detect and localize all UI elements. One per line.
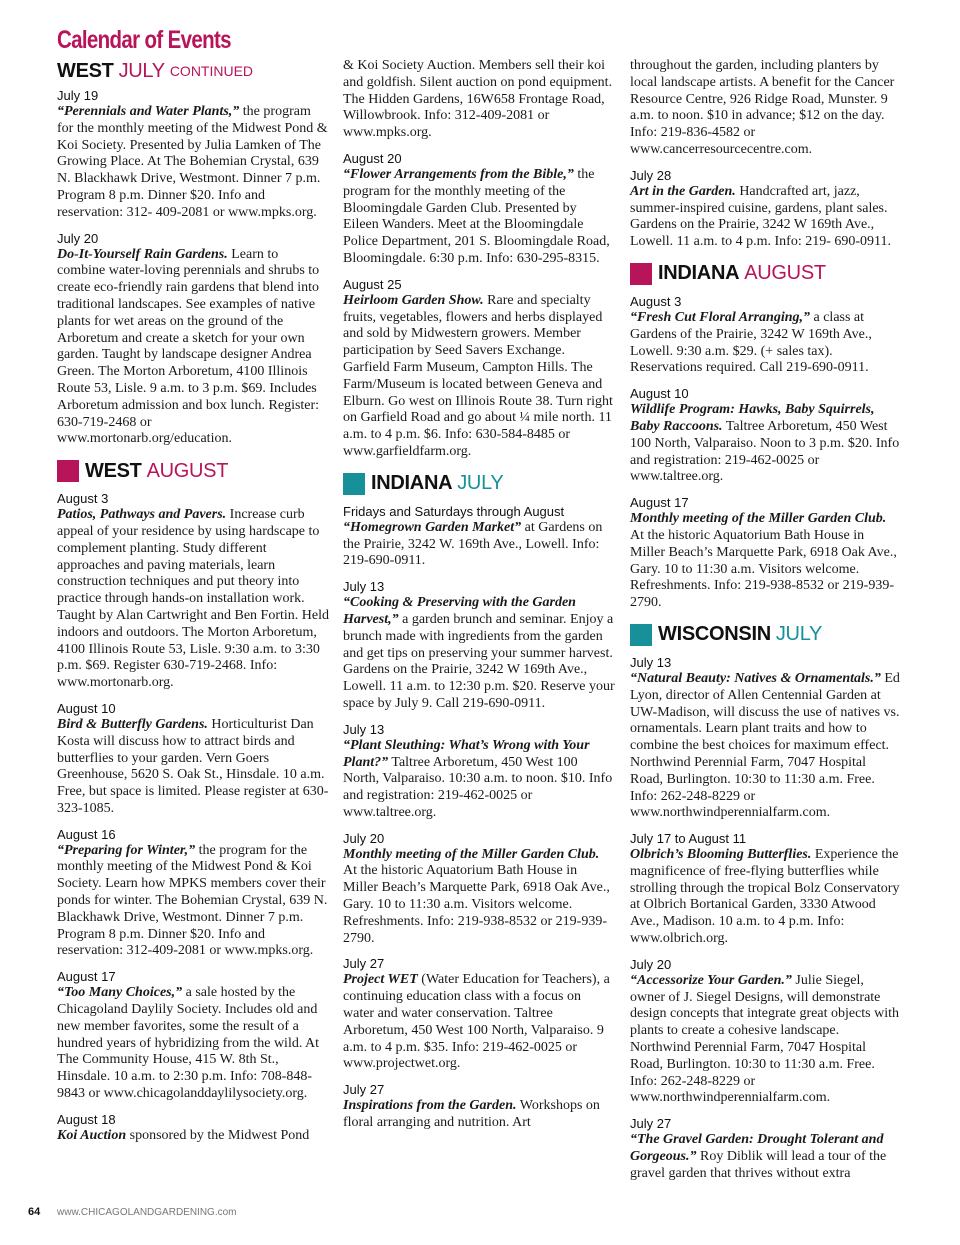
event-body: Julie Siegel, owner of J. Siegel Designs, will demonstrate design concepts that integrate great objects with plants to create a cohesive landscape. Northwind Perennial Farm, 7047 Hospital Road, Burlington. 10:30 to 11:30 a.m. Free. Info: 262-248-8229 or www.northwindperennialfarm.com. <box>630 972 900 1106</box>
event-item <box>630 1116 902 1182</box>
event-description <box>343 293 615 461</box>
event-item <box>630 495 902 612</box>
section-heading <box>57 58 329 84</box>
event-body: at Gardens on the Prairie, 3242 W. 169th Ave., Lowell. Info: 219-690-0911. <box>343 519 603 569</box>
event-item <box>57 491 329 692</box>
event-date: August 17 <box>57 969 116 985</box>
event-title: “Accessorize Your Garden.” <box>630 972 792 988</box>
event-body: Roy Diblik will lead a tour of the gravel garden that thrives without extra <box>630 1149 887 1181</box>
event-date: July 13 <box>343 579 385 595</box>
event-title: Koi Auction <box>57 1127 127 1143</box>
event-title: “The Gravel Garden: Drought Tolerant and Gorgeous.” <box>630 1132 884 1165</box>
event-title: “Fresh Cut Floral Arranging,” <box>630 309 810 325</box>
event-body: At the historic Aquatorium Bath House in Miller Beach’s Marquette Park, 6918 Oak Ave., Gary. 10 to 11:30 a.m. Visitors welcome. Refreshments. Info: 219-938-8532 or 219-939-2790. <box>343 863 610 946</box>
event-body: Increase curb appeal of your residence by using hardscape to complement planting. Study different approaches and paving materials, learn construction techniques and put theory into practice through hands-on installation work. Taught by Alan Cartwright and Ben Fortin. Held indoors and outdoors. The Morton Arboretum, 4100 Illinois Route 53, Lisle. 9:30 a.m. to 3:30 p.m. $69. Register 630-719-2468. Info: www.mortonarb.org. <box>57 507 329 691</box>
event-description <box>57 717 329 818</box>
event-description <box>630 402 902 486</box>
event-description <box>630 511 902 612</box>
event-date: August 20 <box>343 150 402 166</box>
event-body: sponsored by the Midwest Pond <box>129 1127 310 1143</box>
event-item <box>630 294 902 377</box>
event-body: the program for the monthly meeting of the Midwest Pond & Koi Society. Presented by Julia Lamken of The Growing Place. At The Bohemian Crystal, 639 N. Blackhawk Drive, Westmont. Dinner 7 p.m. Program 8 p.m. Dinner $20. Info and reservation: 312- 409-2081 or www.mpks.org. <box>57 104 328 220</box>
event-item <box>57 969 329 1103</box>
section-marker <box>630 263 652 285</box>
event-title: “Perennials and Water Plants,” <box>57 104 240 119</box>
event-title: Bird & Butterfly Gardens. <box>57 716 208 732</box>
event-date: July 20 <box>343 830 385 846</box>
event-date: Fridays and Saturdays through August <box>343 503 565 519</box>
event-description <box>57 843 329 961</box>
event-body: (Water Education for Teachers), a continuing education class with a focus on water and water conservation. Taltree Arboretum, 450 West 100 North, Valparaiso. 9 a.m. to 4 p.m. $35. Info: 219-462-0025 or www.projectwet.org. <box>343 972 610 1072</box>
event-date: August 10 <box>57 700 116 716</box>
event-item <box>343 58 615 142</box>
event-date: August 25 <box>343 276 402 292</box>
event-body: the program for the monthly meeting of the Bloomingdale Garden Club. Presented by Eileen Wanders. Meet at the Bloomingdale Police Department, 201 S. Bloomingdale Road, Bloomingdale. 6:30 p.m. Info: 630-295-8315. <box>343 166 610 266</box>
section-heading <box>57 457 329 485</box>
section-heading <box>343 470 615 498</box>
event-date: July 28 <box>630 167 672 183</box>
event-item <box>343 579 615 713</box>
event-body: Handcrafted art, jazz, summer-inspired cuisine, gardens, plant sales. Gardens on the Prairie, 3242 W 169th Ave., Lowell. 11 a.m. to 4 p.m. Info: 219- 690-0911. <box>630 183 892 250</box>
event-description <box>57 247 329 449</box>
event-description <box>630 58 902 159</box>
event-item <box>343 956 615 1073</box>
event-body: At the historic Aquatorium Bath House in Miller Beach’s Marquette Park, 6918 Oak Ave., Gary. 10 to 11:30 a.m. Visitors welcome. Refreshments. Info: 219-938-8532 or 219-939-2790. <box>630 527 897 611</box>
event-description <box>343 972 615 1073</box>
event-title: Monthly meeting of the Miller Garden Club. <box>630 511 887 527</box>
event-item <box>630 168 902 251</box>
event-item <box>630 957 902 1107</box>
event-description <box>343 738 615 822</box>
column-1 <box>57 58 329 1154</box>
section-month: AUGUST <box>146 459 229 482</box>
section-region: WEST <box>57 59 114 82</box>
event-title: “Natural Beauty: Natives & Ornamentals.” <box>630 670 881 686</box>
event-title: Do-It-Yourself Rain Gardens. <box>57 246 228 262</box>
section-region: WISCONSIN <box>658 623 771 646</box>
event-title: “Too Many Choices,” <box>57 985 183 1001</box>
event-item <box>57 701 329 818</box>
event-date: July 17 to August 11 <box>630 831 747 847</box>
event-item <box>343 831 615 948</box>
footer-url: www.CHICAGOLANDGARDENING.com <box>57 1207 237 1218</box>
event-date: July 20 <box>57 230 99 246</box>
event-description <box>57 985 329 1103</box>
section-region: WEST <box>85 459 142 482</box>
event-item <box>630 655 902 822</box>
event-date: August 3 <box>57 491 109 507</box>
event-date: August 18 <box>57 1111 116 1127</box>
event-item <box>343 504 615 570</box>
event-body: Rare and specialty fruits, vegetables, flowers and herbs displayed and sold by Midwestern growers. Member participation by Seed Savers Exchange. Garfield Farm Museum, Campton Hills. The Farm/Museum is located between Geneva and Elburn. Go west on Illinois Route 38. Turn right on Garfield Road and go about ¼ mile north. 11 a.m. to 4 p.m. $6. Info: 630-584-8485 or www.garfieldfarm.org. <box>343 292 613 459</box>
event-item <box>343 722 615 822</box>
section-month: JULY <box>775 623 823 646</box>
event-description <box>630 847 902 948</box>
event-title: Inspirations from the Garden. <box>343 1098 517 1114</box>
event-body: the program for the monthly meeting of the Midwest Pond & Koi Society. Learn how MPKS members cover their ponds for winter. The Bohemian Crystal, 639 N. Blackhawk Drive, Westmont. Dinner 7 p.m. Program 8 p.m. Dinner $20. Info and reservation: 312-409-2081 or www.mpks.org. <box>57 842 328 959</box>
page-footer <box>28 1206 237 1218</box>
event-body: Learn to combine water-loving perennials and shrubs to create eco-friendly rain gardens that blend into traditional landscapes. See examples of native plants for wet areas on the ground of the Arboretum and create a sketch for your own garden. Taught by landscape designer Andrea Green. The Morton Arboretum, 4100 Illinois Route 53, Lisle. 9 a.m. to 3 p.m. $69. Includes Arboretum admission and box lunch. Register: 630-719-2468 or www.mortonarb.org/education. <box>57 246 320 447</box>
event-body: Taltree Arboretum, 450 West 100 North, Valparaiso. 10:30 a.m. to noon. $10. Info and registration: 219-462-0025 or www.taltree.org. <box>343 754 613 820</box>
event-description <box>57 507 329 692</box>
section-month: AUGUST <box>744 262 826 285</box>
event-description <box>630 184 902 251</box>
event-description <box>343 58 615 142</box>
event-item <box>343 151 615 268</box>
event-title: “Flower Arrangements from the Bible,” <box>343 166 574 182</box>
event-item <box>343 277 615 461</box>
section-marker <box>630 624 652 646</box>
event-date: July 27 <box>343 956 385 972</box>
section-marker <box>343 473 365 495</box>
event-body: throughout the garden, including planters by local landscape artists. A benefit for the Cancer Resource Centre, 926 Ridge Road, Munster. 9 a.m. to noon. $10 in advance; $12 on the day. Info: 219-836-4582 or www.cancerresourcecentre.com. <box>630 58 895 157</box>
event-item <box>57 827 329 961</box>
event-body: Taltree Arboretum, 450 West 100 North, Valparaiso. Noon to 3 p.m. $20. Info and registration: 219-462-0025 or www.taltree.org. <box>630 418 900 485</box>
event-date: July 20 <box>630 956 672 972</box>
event-item <box>630 58 902 159</box>
event-date: July 19 <box>57 88 99 103</box>
event-title: “Cooking & Preserving with the Garden Harvest,” <box>343 595 576 627</box>
column-3 <box>630 58 902 1192</box>
event-title: “Plant Sleuthing: What’s Wrong with Your Plant?” <box>343 737 590 770</box>
event-description <box>343 1098 615 1132</box>
section-month: JULY <box>118 59 165 82</box>
event-body: a garden brunch and seminar. Enjoy a brunch made with ingredients from the garden and get tips on preserving your summer harvest. Gardens on the Prairie, 3242 W 169th Ave., Lowell. 11 a.m. to 12:30 p.m. $20. Reserve your space by July 9. Call 219-690-0911. <box>343 611 615 711</box>
event-date: August 10 <box>630 386 689 402</box>
event-description <box>343 167 615 268</box>
event-title: “Preparing for Winter,” <box>57 842 196 858</box>
section-region: INDIANA <box>371 472 453 495</box>
section-marker <box>57 460 79 482</box>
event-date: July 27 <box>343 1082 385 1098</box>
event-description <box>630 1132 902 1182</box>
event-description <box>630 671 902 822</box>
event-body: Workshops on floral arranging and nutrition. Art <box>343 1098 600 1131</box>
page-title: Calendar of Events <box>57 26 231 54</box>
event-item <box>57 231 329 449</box>
event-date: July 13 <box>343 721 385 737</box>
event-description <box>343 847 615 948</box>
event-title: Heirloom Garden Show. <box>343 292 484 308</box>
event-body: Ed Lyon, director of Allen Centennial Garden at UW-Madison, will discuss the use of natives vs. ornamentals. Learn plant traits and how to combine the best choices for maximum effect. Northwind Perennial Farm, 7047 Hospital Road, Burlington. 10:30 to 11:30 a.m. Free. Info: 262-248-8229 or www.northwindperennialfarm.com. <box>630 670 900 821</box>
event-date: August 17 <box>630 495 689 511</box>
event-title: Project WET <box>343 972 418 988</box>
event-body: Experience the magnificence of free-flying butterflies while strolling through the tropical Bolz Conservatory at Olbrich Bortanical Garden, 3330 Atwood Ave., Madison. 10 a.m. to 4 p.m. Info: www.olbrich.org. <box>630 847 900 947</box>
event-item <box>57 88 329 222</box>
event-body: & Koi Society Auction. Members sell their koi and goldfish. Silent auction on pond equipment. The Hidden Gardens, 16W658 Frontage Road, Willowbrook. Info: 312-409-2081 or www.mpks.org. <box>343 58 613 141</box>
section-heading <box>630 260 902 288</box>
event-title: Wildlife Program: Hawks, Baby Squirrels, Baby Raccoons. <box>630 402 875 434</box>
section-continued: CONTINUED <box>169 63 254 79</box>
section-heading <box>630 621 902 649</box>
event-date: August 3 <box>630 293 682 309</box>
event-body: Horticulturist Dan Kosta will discuss how to attract birds and butterflies to your garden. Vern Goers Greenhouse, 5620 S. Oak St., Hinsdale. 10 a.m. Free, but space is limited. Please register at 630-323-1085. <box>57 716 329 816</box>
event-title: Monthly meeting of the Miller Garden Club. <box>343 846 600 862</box>
event-body: a sale hosted by the Chicagoland Daylily Society. Includes old and new member favorites, some the result of a hundred years of hybridizing from the wild. At The Community House, 415 W. 8th St., Hinsdale. 10 a.m. to 2:30 p.m. Info: 708-848-9843 or www.chicagolanddaylilysociety.org. <box>57 985 320 1102</box>
event-title: Olbrich’s Blooming Butterflies. <box>630 847 812 863</box>
column-2 <box>343 58 615 1141</box>
event-description <box>57 1128 329 1145</box>
event-description <box>343 595 615 713</box>
section-region: INDIANA <box>658 262 740 285</box>
event-date: August 16 <box>57 826 116 842</box>
event-title: Patios, Pathways and Pavers. <box>57 507 227 523</box>
event-description <box>630 973 902 1107</box>
section-month: JULY <box>457 472 504 495</box>
page-number: 64 <box>28 1206 41 1218</box>
event-item <box>630 386 902 486</box>
event-item <box>343 1082 615 1132</box>
event-date: July 27 <box>630 1116 672 1132</box>
event-date: July 13 <box>630 654 672 670</box>
event-body: a class at Gardens of the Prairie, 3242 W 169th Ave., Lowell. 9:30 a.m. $29. (+ sales tax). Reservations required. Call 219-690-0911. <box>630 309 872 376</box>
event-description <box>343 520 615 570</box>
event-item <box>57 1112 329 1145</box>
event-title: Art in the Garden. <box>630 183 736 199</box>
event-title: “Homegrown Garden Market” <box>343 519 522 535</box>
event-description <box>630 310 902 377</box>
event-item <box>630 831 902 948</box>
event-description <box>57 104 329 222</box>
